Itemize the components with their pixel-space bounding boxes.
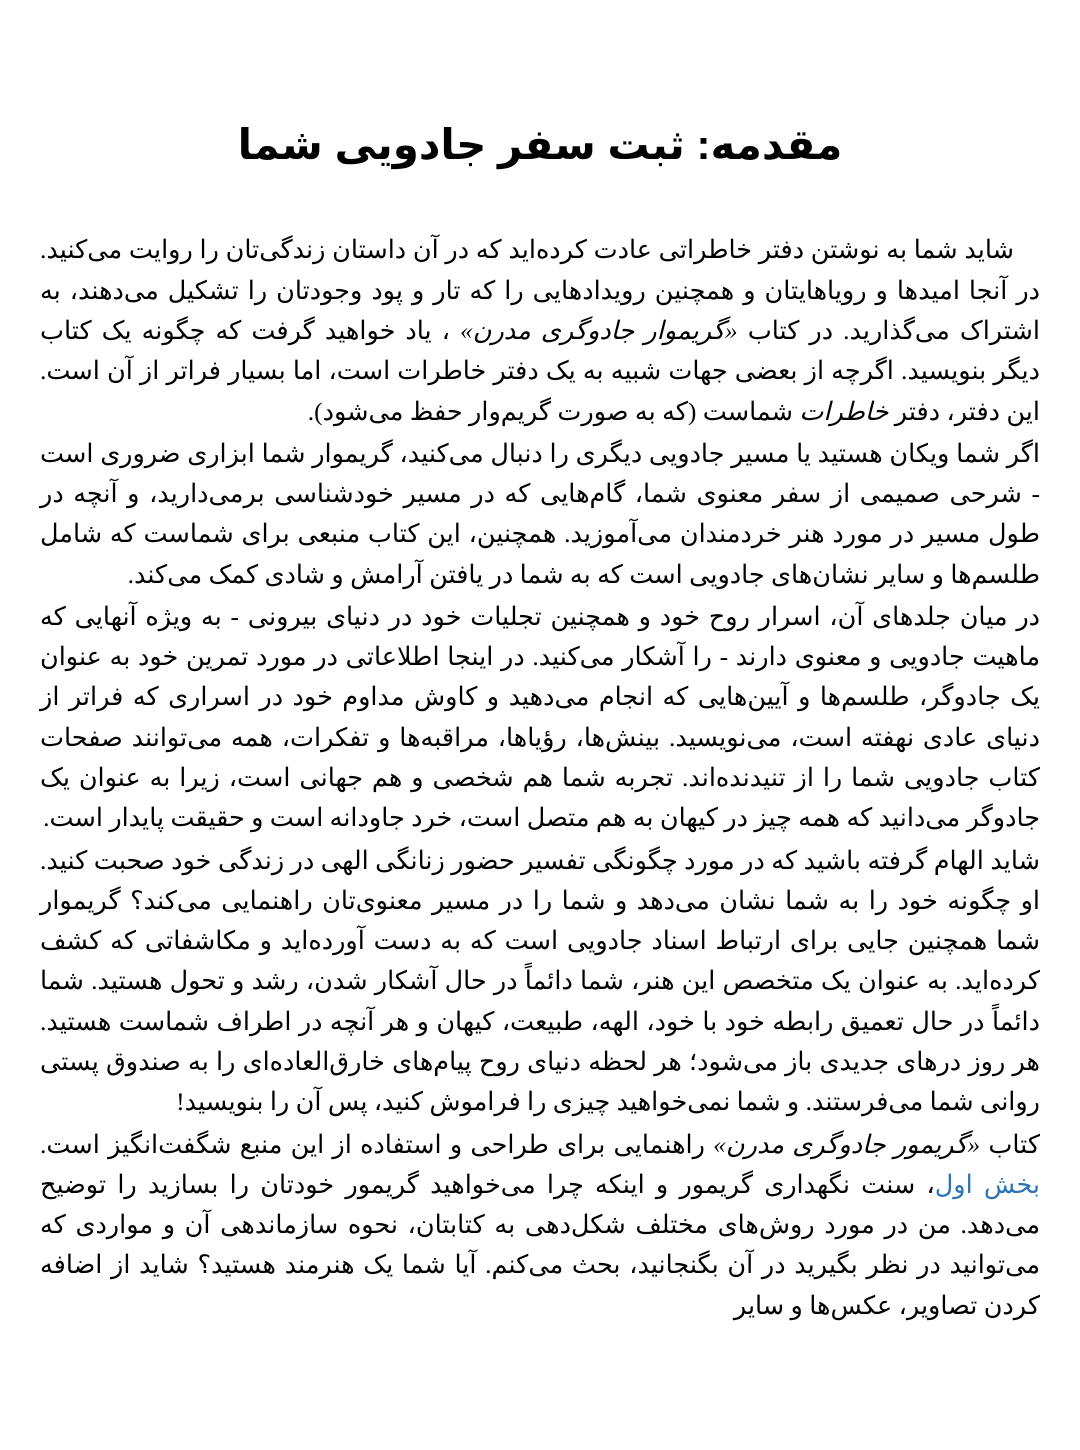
text-run: ، یاد خواهید گرفت که چگونه یک کتاب دیگر بنویسید. اگرچه از بعضی جهات شبیه به یک دفتر خاطرات است، اما بسیار فراتر از آن است. این دفتر، دفتر (40, 315, 1040, 426)
paragraph (40, 597, 1040, 839)
text-run: شاید شما به نوشتن دفتر خاطراتی عادت کرده‌اید که در آن داستان زندگی‌تان را روایت می‌کنید. در آنجا امیدها و رویاهایتان و همچنین رویدادهایی را که تار و پود وجودتان را تشکیل می‌دهند، به اشتراک می‌گذارید. در کتاب (40, 235, 1040, 345)
text-run: کتاب (980, 1129, 1040, 1159)
text-run: شاید الهام گرفته باشید که در مورد چگونگی تفسیر حضور زنانگی الهی در زندگی خود صحبت کنید. او چگونه خود را به شما نشان می‌دهد و شما را در مسیر معنوی‌تان راهنمایی می‌کند؟ گریموار شما همچنین جایی برای ارتباط اسناد جادویی است که به دست آورده‌اید و مکاشفاتی که کشف کرده‌اید. به عنوان یک متخصص این هنر، شما دائماً در حال آشکار شدن، رشد و تحول هستید. شما دائماً در حال تعمیق رابطه خود با خود، الهه، طبیعت، کیهان و هر آنچه در اطراف شماست هستید. هر روز درهای جدیدی باز می‌شود؛ هر لحظه دنیای روح پیام‌های خارق‌العاده‌ای را به صندوق پستی روانی شما می‌فرستند. و شما نمی‌خواهید چیزی را فراموش کنید، پس آن را بنویسید! (40, 845, 1040, 1117)
text-run: شماست (که به صورت گریم‌وار حفظ می‌شود). (307, 396, 800, 426)
paragraph (40, 434, 1040, 595)
document-body (40, 230, 1040, 1326)
text-run: در میان جلدهای آن، اسرار روح خود و همچنین تجلیات خود در دنیای بیرونی - به ویژه آنهایی که ماهیت جادویی و معنوی دارند - را آشکار می‌کنید. در اینجا اطلاعاتی در مورد تمرین خود به عنوان یک جادوگر، طلسم‌ها و آیین‌هایی که انجام می‌دهید و کاوش مداوم خود در اسراری که فراتر از دنیای عادی نهفته است، می‌نویسید. بینش‌ها، رؤیاها، مراقبه‌ها و تفکرات، همه می‌توانند صفحات کتاب جادویی شما را از تنیدنده‌اند. تجربه شما هم شخصی و هم جهانی است، زیرا به عنوان یک جادوگر می‌دانید که همه چیز در کیهان به هم متصل است، خرد جاودانه است و حقیقت پایدار است. (40, 601, 1040, 833)
text-run: راهنمایی برای طراحی و استفاده از این منبع شگفت‌انگیز است. (40, 1129, 714, 1159)
text-run: اگر شما ویکان هستید یا مسیر جادویی دیگری را دنبال می‌کنید، گریموار شما ابزاری ضروری است - شرحی صمیمی از سفر معنوی شما، گام‌هایی که در مسیر خودشناسی برمی‌دارید، و آنچه در طول مسیر در مورد هنر خردمندان می‌آموزید. همچنین، این کتاب منبعی برای شماست که شامل طلسم‌ها و سایر نشان‌های جادویی است که به شما در یافتن آرامش و شادی کمک می‌کند. (40, 438, 1040, 589)
paragraph (40, 841, 1040, 1123)
paragraph (40, 230, 1040, 431)
italic-text-run: خاطرات (799, 396, 889, 426)
paragraph (40, 1125, 1040, 1326)
italic-text-run: «گریمور جادوگری مدرن» (713, 1129, 981, 1159)
italic-text-run: «گریموار جادوگری مدرن» (460, 315, 738, 345)
cross-reference-link[interactable]: بخش اول (934, 1169, 1041, 1199)
text-run: ، سنت نگهداری گریمور و اینکه چرا می‌خواهید گریمور خودتان را بسازید را توضیح می‌دهد. من در مورد روش‌های مختلف شکل‌دهی به کتابتان، نحوه سازماندهی آن و مواردی که می‌توانید در نظر بگیرید در آن بگنجانید، بحث می‌کنم. آیا شما یک هنرمند هستید؟ شاید از اضافه کردن تصاویر، عکس‌ها و سایر (40, 1169, 1040, 1320)
page-title: مقدمه: ثبت سفر جادویی شما (237, 121, 843, 168)
